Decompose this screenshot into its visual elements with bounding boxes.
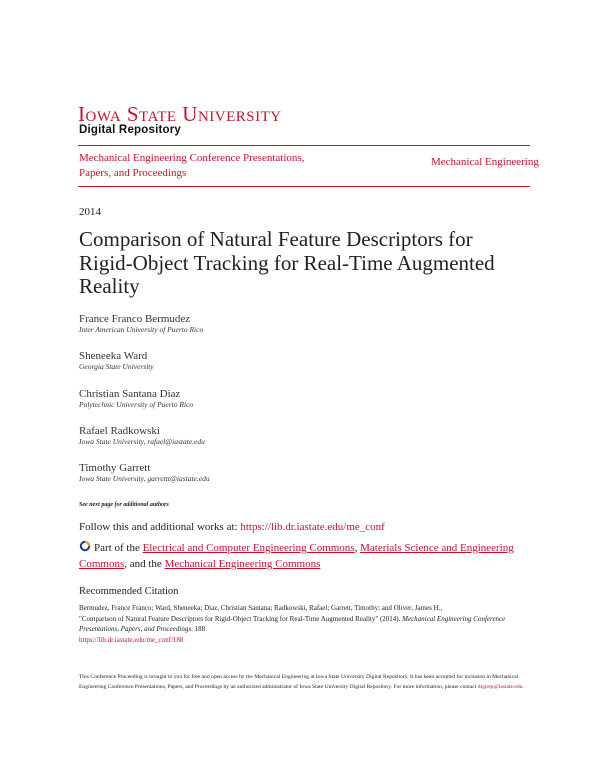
recommended-citation [79,603,531,645]
author-name: Sheneeka Ward [79,350,148,362]
publication-year: 2014 [79,206,101,218]
separator: , [354,542,361,554]
divider-top [78,145,530,146]
author-block-1 [79,313,203,334]
citation-url[interactable]: https://lib.dr.iastate.edu/me_conf/188 [79,635,184,644]
citation-series: Mechanical Engineering Conference Presentations, Papers, and Proceedings [79,614,506,633]
author-affiliation: Inter American University of Puerto Rico [79,325,204,334]
university-logo-wordmark: Iowa State University [78,102,282,126]
author-affiliation: Georgia State University [79,362,154,371]
citation-number: . 188. [191,625,207,633]
follow-line [79,521,385,533]
repository-name: Digital Repository [79,124,182,136]
divider-bottom [78,186,530,187]
author-name: France Franco Bermudez [79,313,191,325]
author-name: Rafael Radkowski [79,425,160,437]
author-affiliation: Iowa State University, rafael@iastate.edu [79,437,205,446]
affiliation-name: Iowa State University [79,474,144,483]
contact-email-link[interactable]: digirep@iastate.edu [477,684,523,690]
author-name: Christian Santana Diaz [79,388,181,400]
author-affiliation: Iowa State University, garrettt@iastate.edu [79,474,210,483]
author-email: garrettt@iastate.edu [147,474,210,483]
footer-end: . [522,684,524,690]
citation-authors: Bermudez, France Franco; Ward, Sheneeka; Diaz, Christian Santana; Radkowski, Rafael; Garrett, Timothy; and Oliver, James H., [79,604,443,612]
author-affiliation: Polytechnic University of Puerto Rico [79,400,194,409]
author-block-5 [79,462,210,483]
open-access-icon [79,540,91,557]
author-name: Timothy Garrett [79,462,151,474]
footer-notice [79,672,531,692]
follow-link[interactable]: https://lib.dr.iastate.edu/me_conf [240,521,385,533]
affiliation-name: Iowa State University [79,437,144,446]
recommended-citation-heading: Recommended Citation [79,586,179,597]
department-link[interactable]: Mechanical Engineering [431,156,539,168]
author-block-4 [79,425,205,446]
part-of-line [79,540,529,572]
part-of-prefix: Part of the [94,542,143,554]
separator: , and the [124,558,165,570]
additional-authors-note: See next page for additional authors [79,502,169,508]
footer-text: This Conference Proceeding is brought to you for free and open access by the Mechanical Engineering at Iowa State University Digital Repository. It has been accepted for inclusion in Mechanical Engineering Conference Presentations, Papers, and Proceedings by an authorized administrator of Iowa State University Digital Repository. For more information, please contact [79,674,519,690]
mse-commons-link[interactable]: Materials Science and Engineering Commons [79,542,514,570]
paper-title: Comparison of Natural Feature Descriptors for Rigid-Object Tracking for Real-Time Augmented Reality [79,227,495,298]
ece-commons-link[interactable]: Electrical and Computer Engineering Commons [142,542,355,554]
me-commons-link[interactable]: Mechanical Engineering Commons [164,558,321,570]
author-email: rafael@iastate.edu [147,437,205,446]
follow-text: Follow this and additional works at: [79,521,241,533]
author-block-3 [79,388,193,409]
citation-title: "Comparison of Natural Feature Descriptors for Rigid-Object Tracking for Real-Time Augmented Reality" (2014). [79,614,403,623]
series-link[interactable]: Mechanical Engineering Conference Presentations, Papers, and Proceedings [79,152,305,179]
author-block-2 [79,350,154,371]
